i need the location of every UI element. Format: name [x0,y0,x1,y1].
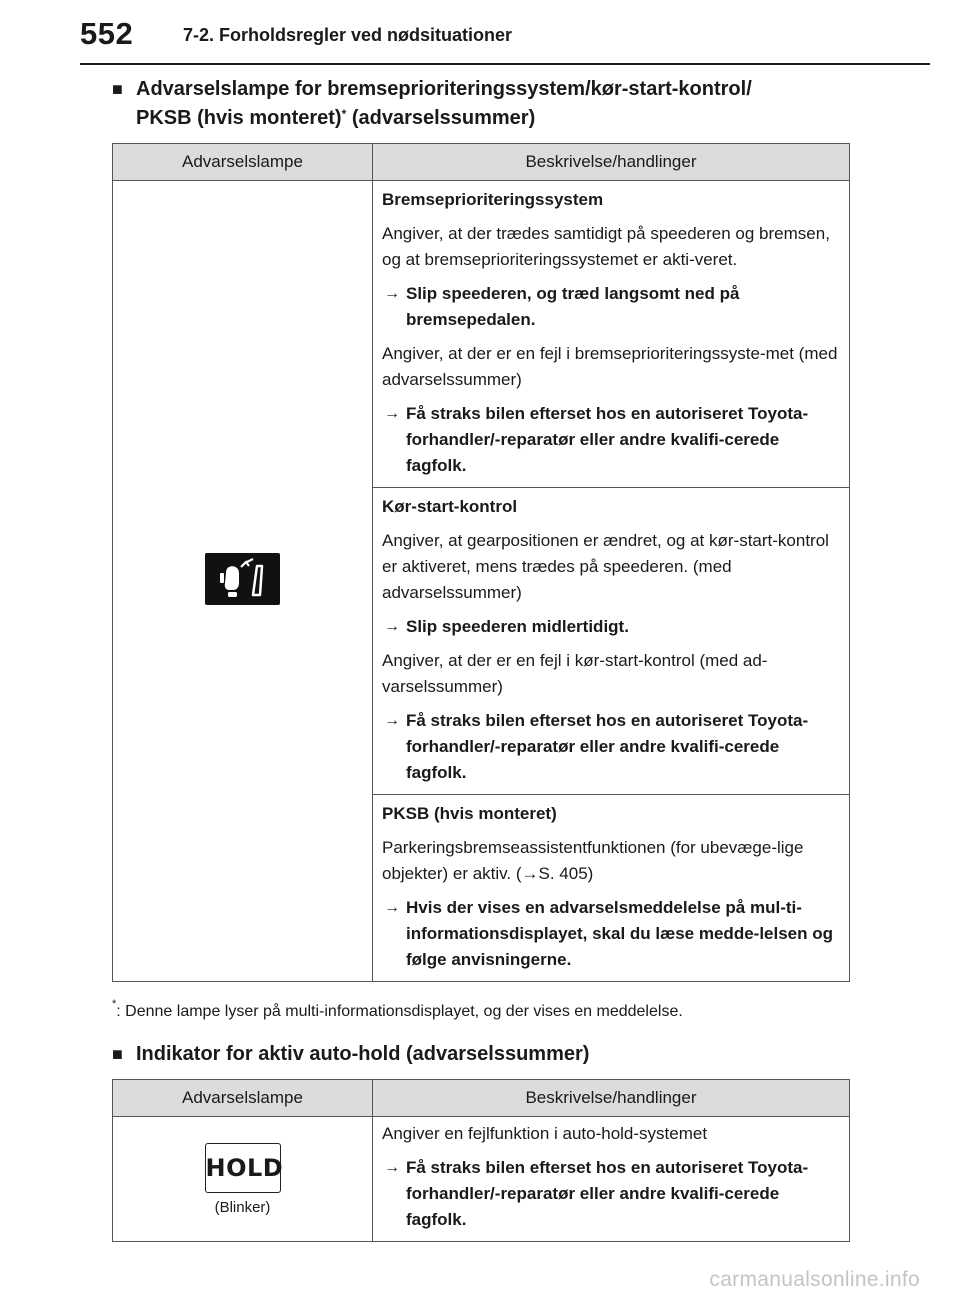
column-header-description: Beskrivelse/handlinger [373,1080,850,1117]
arrow-icon: → [384,899,400,916]
table-header-row [113,144,850,181]
description-text: Angiver, at der er en fejl i bremseprioriteringssyste-met (med advarselssummer) [382,344,838,389]
arrow-icon: → [384,1159,400,1176]
table-row [113,181,850,488]
block-title: Kør-start-kontrol [382,497,518,516]
footnote-marker: * [341,107,347,121]
description-text [382,835,843,887]
page-reference: S. 405 [538,864,588,883]
heading-text: Indikator for aktiv auto-hold (advarselssummer) [136,1043,590,1065]
description-text: Angiver, at der trædes samtidigt på speederen og bremsen, og at bremseprioriteringssystemet er akti-veret. [382,224,830,269]
header-divider [80,63,930,65]
description-cell [373,795,850,982]
action-item [382,614,843,640]
action-item [382,895,843,973]
lamp-cell [113,181,373,982]
footnote [112,998,683,1021]
square-bullet-icon: ■ [112,1044,123,1064]
watermark: carmanualsonline.info [709,1268,920,1291]
brake-override-warning-icon [205,553,280,605]
action-item [382,1155,843,1233]
action-text: Slip speederen, og træd langsomt ned på bremsepedalen. [406,284,740,329]
column-header-lamp: Advarselslampe [113,1080,373,1117]
footnote-text: : Denne lampe lyser på multi-informationsdisplayet, og der vises en meddelelse. [116,1003,683,1020]
section-title: 7-2. Forholdsregler ved nødsituationer [183,25,513,45]
arrow-icon: → [384,618,400,635]
action-item [382,708,843,786]
hold-indicator-icon: HOLD [205,1143,281,1193]
heading-line-2 [136,103,535,133]
column-header-lamp: Advarselslampe [113,144,373,181]
page-number: 552 [80,16,134,51]
arrow-icon: → [384,712,400,729]
action-item [382,401,843,479]
lamp-cell [113,1117,373,1242]
block-title: PKSB (hvis monteret) [382,804,557,823]
description-text-part: Parkeringsbremseassistentfunktionen (for ubevæge-lige objekter) er aktiv. ( [382,838,804,883]
action-item [382,281,843,333]
heading-line-1: Advarselslampe for bremseprioriteringssystem/kør-start-kontrol/ [136,78,752,100]
description-text-part: ) [587,864,594,883]
description-cell [373,488,850,795]
action-text: Få straks bilen efterset hos en autoriseret Toyota-forhandler/-reparatør eller andre kvalifi-cerede fagfolk. [406,404,809,475]
arrow-icon: → [384,285,400,302]
heading-line-2-text: PKSB (hvis monteret) [136,107,342,129]
heading-line-2-suffix: (advarselssummer) [346,107,536,129]
arrow-icon: → [384,405,400,422]
table-header-row [113,1080,850,1117]
description-text: Angiver en fejlfunktion i auto-hold-systemet [382,1124,708,1143]
warning-table-brake-override [112,143,850,982]
page-header [0,0,960,72]
square-bullet-icon: ■ [112,79,123,99]
block-title: Bremseprioriteringssystem [382,190,604,209]
column-header-description: Beskrivelse/handlinger [373,144,850,181]
action-text: Hvis der vises en advarselsmeddelelse på mul-ti-informationsdisplayet, skal du læse medde-lelsen og følge anvisningerne. [406,898,834,969]
action-text: Få straks bilen efterset hos en autoriseret Toyota-forhandler/-reparatør eller andre kvalifi-cerede fagfolk. [406,1158,809,1229]
action-text: Få straks bilen efterset hos en autoriseret Toyota-forhandler/-reparatør eller andre kvalifi-cerede fagfolk. [406,711,809,782]
warning-table-auto-hold [112,1079,850,1242]
description-cell [373,181,850,488]
description-text: Angiver, at gearpositionen er ændret, og at kør-start-kontrol er aktiveret, mens trædes på speederen. (med advarselssummer) [382,531,829,602]
lamp-caption: (Blinker) [214,1198,271,1216]
arrow-icon: → [521,864,539,883]
action-text: Slip speederen midlertidigt. [406,617,629,636]
table-row [113,1117,850,1242]
description-text: Angiver, at der er en fejl i kør-start-kontrol (med ad-varselssummer) [382,651,768,696]
description-cell [373,1117,850,1242]
footnote-marker: * [112,998,117,1010]
